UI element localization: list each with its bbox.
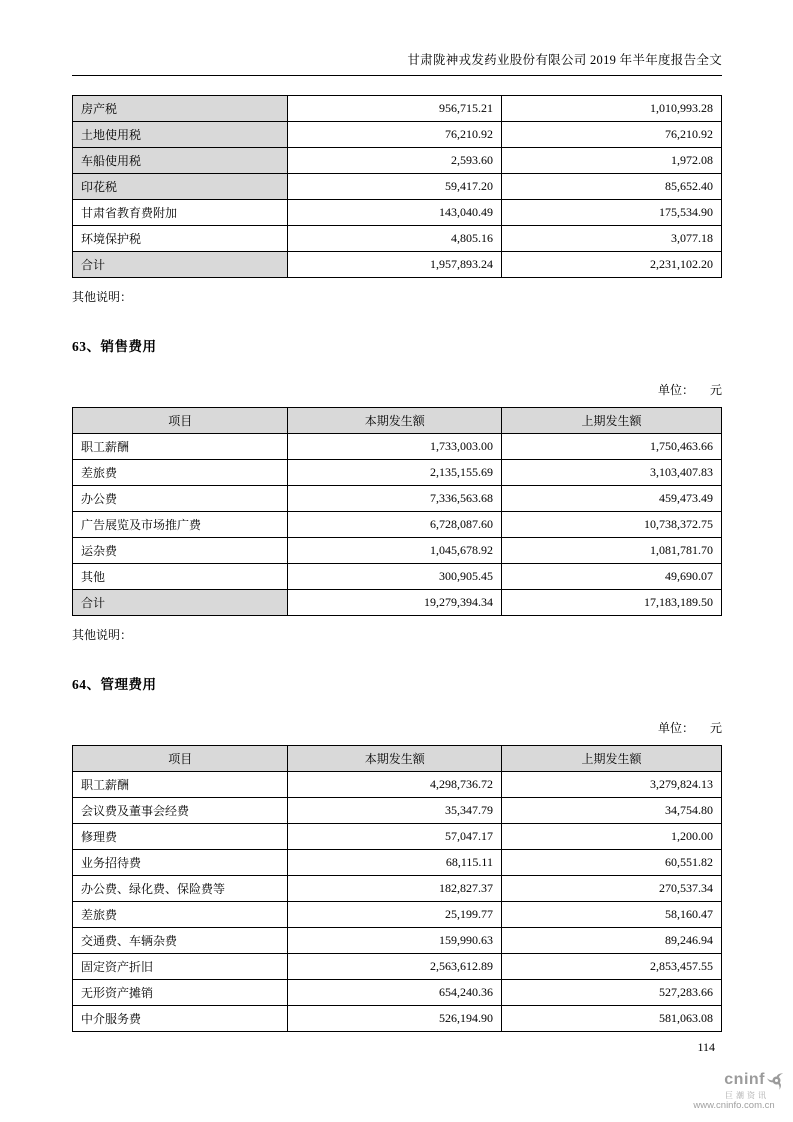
table-row — [73, 590, 722, 616]
prior-period-value: 527,283.66 — [501, 980, 721, 1006]
prior-period-value: 58,160.47 — [501, 902, 721, 928]
current-period-value: 25,199.77 — [288, 902, 502, 928]
current-period-value: 59,417.20 — [288, 174, 502, 200]
row-item-label: 广告展览及市场推广费 — [73, 512, 288, 538]
prior-period-value: 2,853,457.55 — [501, 954, 721, 980]
prior-period-value: 1,010,993.28 — [501, 96, 721, 122]
column-header-current-period: 本期发生额 — [288, 746, 502, 772]
column-header-prior-period: 上期发生额 — [501, 408, 721, 434]
row-item-label: 印花税 — [73, 174, 288, 200]
table-row — [73, 434, 722, 460]
table-row — [73, 200, 722, 226]
table-row — [73, 486, 722, 512]
table-row — [73, 772, 722, 798]
table-row — [73, 798, 722, 824]
prior-period-value: 1,972.08 — [501, 148, 721, 174]
prior-period-value: 60,551.82 — [501, 850, 721, 876]
row-item-label: 甘肃省教育费附加 — [73, 200, 288, 226]
current-period-value: 2,135,155.69 — [288, 460, 502, 486]
row-item-label: 中介服务费 — [73, 1006, 288, 1032]
column-header-item: 项目 — [73, 746, 288, 772]
other-note-text: 其他说明： — [72, 628, 133, 642]
prior-period-value: 270,537.34 — [501, 876, 721, 902]
cninfo-url: www.cninfo.com.cn — [693, 1100, 775, 1112]
prior-period-value: 1,081,781.70 — [501, 538, 721, 564]
current-period-value: 7,336,563.68 — [288, 486, 502, 512]
current-period-value: 143,040.49 — [288, 200, 502, 226]
unit-label: 单位： — [657, 383, 694, 397]
row-item-label: 会议费及董事会经费 — [73, 798, 288, 824]
current-period-value: 1,957,893.24 — [288, 252, 502, 278]
current-period-value: 57,047.17 — [288, 824, 502, 850]
current-period-value: 4,805.16 — [288, 226, 502, 252]
table-row — [73, 902, 722, 928]
prior-period-value: 581,063.08 — [501, 1006, 721, 1032]
prior-period-value: 49,690.07 — [501, 564, 721, 590]
row-item-label: 差旅费 — [73, 460, 288, 486]
row-item-label: 差旅费 — [73, 902, 288, 928]
prior-period-value: 10,738,372.75 — [501, 512, 721, 538]
row-item-label: 房产税 — [73, 96, 288, 122]
row-item-label: 修理费 — [73, 824, 288, 850]
page-content — [72, 0, 722, 1032]
current-period-value: 159,990.63 — [288, 928, 502, 954]
table-header-row — [73, 746, 722, 772]
current-period-value: 4,298,736.72 — [288, 772, 502, 798]
admin-expenses-table — [72, 745, 722, 1032]
cninfo-brand-text: cninf — [724, 1071, 765, 1089]
taxes-continued-table — [72, 95, 722, 278]
current-period-value: 956,715.21 — [288, 96, 502, 122]
table-row — [73, 226, 722, 252]
current-period-value: 6,728,087.60 — [288, 512, 502, 538]
current-period-value: 68,115.11 — [288, 850, 502, 876]
table-row — [73, 252, 722, 278]
current-period-value: 654,240.36 — [288, 980, 502, 1006]
unit-row-section-64 — [72, 719, 722, 736]
prior-period-value: 1,200.00 — [501, 824, 721, 850]
table-row — [73, 538, 722, 564]
row-item-label: 其他 — [73, 564, 288, 590]
table-row — [73, 980, 722, 1006]
current-period-value: 35,347.79 — [288, 798, 502, 824]
row-item-label: 固定资产折旧 — [73, 954, 288, 980]
section-63-title: 63、销售费用 — [72, 339, 157, 354]
prior-period-value: 3,077.18 — [501, 226, 721, 252]
page-number: 114 — [697, 1040, 715, 1054]
column-header-item: 项目 — [73, 408, 288, 434]
selling-expenses-table — [72, 407, 722, 616]
unit-value: 元 — [709, 383, 722, 397]
current-period-value: 526,194.90 — [288, 1006, 502, 1032]
cninfo-logo-top — [680, 1071, 788, 1090]
current-period-value: 76,210.92 — [288, 122, 502, 148]
swirl-icon — [767, 1071, 786, 1090]
table-row — [73, 122, 722, 148]
table-row — [73, 876, 722, 902]
current-period-value: 300,905.45 — [288, 564, 502, 590]
table-row — [73, 174, 722, 200]
table-row — [73, 96, 722, 122]
document-header-title: 甘肃陇神戎发药业股份有限公司 2019 年半年度报告全文 — [72, 0, 722, 76]
current-period-value: 2,593.60 — [288, 148, 502, 174]
prior-period-value: 175,534.90 — [501, 200, 721, 226]
current-period-value: 2,563,612.89 — [288, 954, 502, 980]
row-item-label: 业务招待费 — [73, 850, 288, 876]
unit-value: 元 — [709, 721, 722, 735]
cninfo-logo — [680, 1071, 788, 1112]
row-item-label: 交通费、车辆杂费 — [73, 928, 288, 954]
prior-period-value: 1,750,463.66 — [501, 434, 721, 460]
table-row — [73, 1006, 722, 1032]
current-period-value: 182,827.37 — [288, 876, 502, 902]
table-row — [73, 512, 722, 538]
prior-period-value: 17,183,189.50 — [501, 590, 721, 616]
row-item-label: 运杂费 — [73, 538, 288, 564]
current-period-value: 19,279,394.34 — [288, 590, 502, 616]
column-header-prior-period: 上期发生额 — [501, 746, 721, 772]
table-header-row — [73, 408, 722, 434]
cninfo-brand-chinese: 巨潮资讯 — [725, 1090, 769, 1100]
row-item-label: 办公费 — [73, 486, 288, 512]
other-note-text: 其他说明： — [72, 290, 133, 304]
table-row — [73, 850, 722, 876]
table-row — [73, 148, 722, 174]
table-row — [73, 564, 722, 590]
prior-period-value: 34,754.80 — [501, 798, 721, 824]
row-item-label: 环境保护税 — [73, 226, 288, 252]
prior-period-value: 459,473.49 — [501, 486, 721, 512]
table-row — [73, 460, 722, 486]
current-period-value: 1,045,678.92 — [288, 538, 502, 564]
row-item-label: 合计 — [73, 590, 288, 616]
prior-period-value: 85,652.40 — [501, 174, 721, 200]
unit-row-section-63 — [72, 381, 722, 398]
prior-period-value: 89,246.94 — [501, 928, 721, 954]
row-item-label: 车船使用税 — [73, 148, 288, 174]
column-header-current-period: 本期发生额 — [288, 408, 502, 434]
prior-period-value: 76,210.92 — [501, 122, 721, 148]
prior-period-value: 3,279,824.13 — [501, 772, 721, 798]
row-item-label: 职工薪酬 — [73, 434, 288, 460]
row-item-label: 办公费、绿化费、保险费等 — [73, 876, 288, 902]
prior-period-value: 3,103,407.83 — [501, 460, 721, 486]
table-row — [73, 928, 722, 954]
row-item-label: 无形资产摊销 — [73, 980, 288, 1006]
row-item-label: 职工薪酬 — [73, 772, 288, 798]
prior-period-value: 2,231,102.20 — [501, 252, 721, 278]
row-item-label: 土地使用税 — [73, 122, 288, 148]
unit-label: 单位： — [657, 721, 694, 735]
section-64-title: 64、管理费用 — [72, 677, 157, 692]
table-row — [73, 824, 722, 850]
current-period-value: 1,733,003.00 — [288, 434, 502, 460]
table-row — [73, 954, 722, 980]
row-item-label: 合计 — [73, 252, 288, 278]
